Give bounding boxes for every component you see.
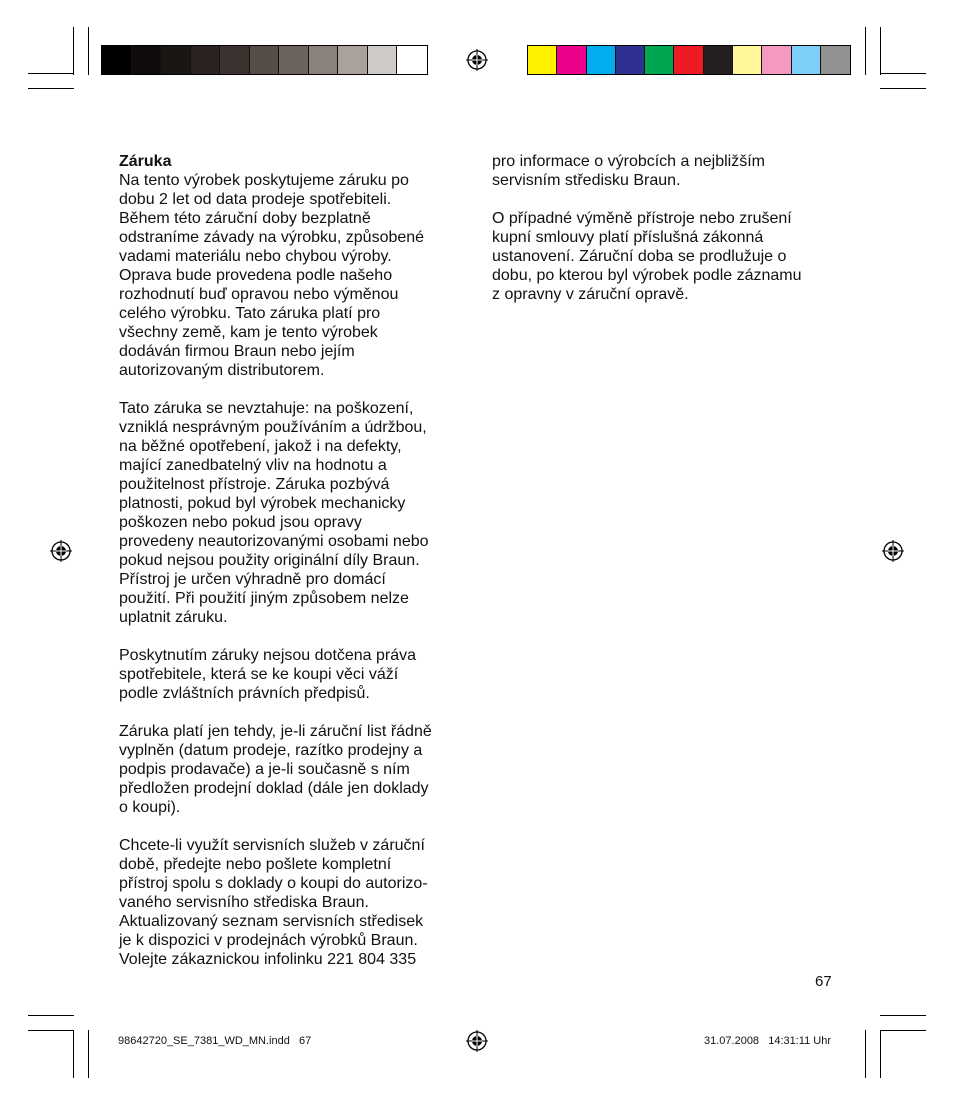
page-number: 67: [815, 973, 832, 990]
right-column: [492, 152, 842, 323]
color-swatch: [821, 46, 850, 74]
crop-mark-bottom-right-v2: [865, 1030, 866, 1078]
color-swatch: [616, 46, 645, 74]
left-column: [119, 152, 469, 988]
gray-swatch: [220, 46, 250, 74]
color-swatch: [587, 46, 616, 74]
registration-target-icon: [882, 540, 904, 562]
slug-datetime: 31.07.2008 14:31:11 Uhr: [704, 1035, 832, 1047]
section-heading: Záruka: [119, 153, 172, 170]
paragraph: Tato záruka se nevztahuje: na poškození, vzniklá nesprávným používáním a údržbou, na běžné opotřebení, jakož i na defekty, mající zanedbatelný vliv na hodnotu a použitelnost přístroje. Záruka pozbývá platnosti, pokud byl výrobek mechanicky poškozen nebo pokud jsou opravy provedeny neautorizovanými osobami nebo pokud nejsou použity originální díly Braun. Přístroj je určen výhradně pro domácí použití. Při použití jiným způsobem nelze uplatnit záruku.: [119, 400, 429, 626]
gray-swatch: [132, 46, 162, 74]
color-swatch: [704, 46, 733, 74]
paragraph: Poskytnutím záruky nejsou dotčena práva spotřebitele, která se ke koupi věci váží podle zvláštních právních předpisů.: [119, 647, 417, 702]
color-swatch: [557, 46, 586, 74]
registration-target-icon: [50, 540, 72, 562]
crop-mark-bottom-left-h: [28, 1030, 74, 1031]
crop-mark-top-left-h2: [28, 88, 74, 89]
gray-calibration-bar: [101, 45, 428, 75]
registration-target-icon: [466, 49, 488, 71]
color-swatch: [528, 46, 557, 74]
gray-swatch: [309, 46, 339, 74]
gray-swatch: [102, 46, 132, 74]
paragraph: Chcete-li využít servisních služeb v záruční době, předejte nebo pošlete kompletní přístroj spolu s doklady o koupi do autorizo- vaného servisního střediska Braun. Aktualizovaný seznam servisních středisek je k dispozici v prodejnách výrobků Braun. Volejte zákaznickou infolinku 221 804 335: [119, 837, 428, 968]
crop-mark-top-left-h: [28, 73, 74, 74]
crop-mark-bottom-right-v: [880, 1030, 881, 1078]
paragraph: Na tento výrobek poskytujeme záruku po dobu 2 let od data prodeje spotřebiteli. Během této záruční doby bezplatně odstraníme závady na výrobku, způsobené vadami materiálu nebo chybou výroby. Oprava bude provedena podle našeho rozhodnutí buď opravou nebo výměnou celého výrobku. Tato záruka platí pro všechny země, kam je tento výrobek dodáván firmou Braun nebo jejím autorizovaným distributorem.: [119, 172, 425, 379]
crop-mark-bottom-right-h2: [880, 1015, 926, 1016]
crop-mark-top-right-h2: [880, 88, 926, 89]
gray-swatch: [250, 46, 280, 74]
crop-mark-top-right-h: [880, 73, 926, 74]
slug-filename: 98642720_SE_7381_WD_MN.indd 67: [118, 1035, 312, 1047]
color-calibration-bar: [527, 45, 851, 75]
crop-mark-bottom-left-h2: [28, 1015, 74, 1016]
registration-target-icon: [466, 1030, 488, 1052]
gray-swatch: [191, 46, 221, 74]
paragraph: O případné výměně přístroje nebo zrušení kupní smlouvy platí příslušná zákonná ustanovení. Záruční doba se prodlužuje o dobu, po kterou byl výrobek podle záznamu z opravny v záruční opravě.: [492, 210, 802, 303]
gray-swatch: [397, 46, 427, 74]
gray-swatch: [161, 46, 191, 74]
color-swatch: [733, 46, 762, 74]
color-swatch: [645, 46, 674, 74]
crop-mark-top-right-v2: [865, 27, 866, 75]
crop-mark-bottom-right-h: [880, 1030, 926, 1031]
color-swatch: [674, 46, 703, 74]
color-swatch: [792, 46, 821, 74]
color-swatch: [762, 46, 791, 74]
gray-swatch: [338, 46, 368, 74]
gray-swatch: [368, 46, 398, 74]
paragraph: pro informace o výrobcích a nejbližším servisním středisku Braun.: [492, 153, 765, 189]
crop-mark-top-left-v2: [88, 27, 89, 75]
gray-swatch: [279, 46, 309, 74]
crop-mark-bottom-left-v2: [88, 1030, 89, 1078]
crop-mark-bottom-left-v: [73, 1030, 74, 1078]
paragraph: Záruka platí jen tehdy, je-li záruční list řádně vyplněn (datum prodeje, razítko prodejny a podpis prodavače) a je-li současně s ním předložen prodejní doklad (dále jen doklady o koupi).: [119, 723, 432, 816]
crop-mark-top-left-v: [73, 27, 74, 75]
crop-mark-top-right-v: [880, 27, 881, 75]
